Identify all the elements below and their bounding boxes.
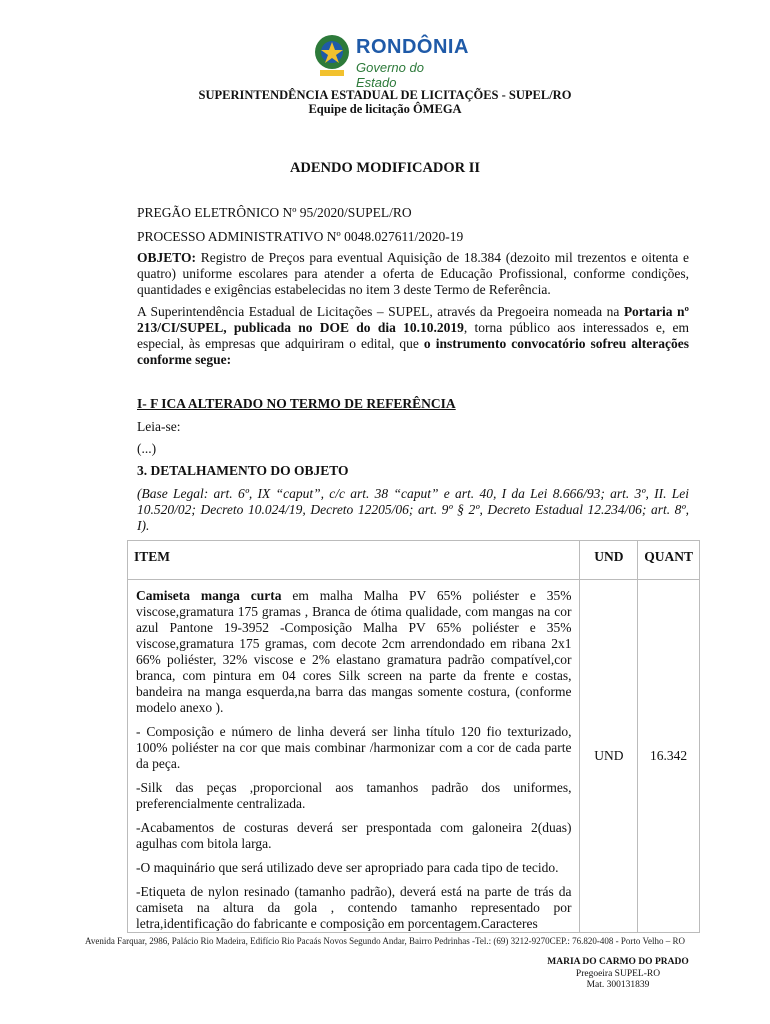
table-header-row	[128, 541, 700, 580]
object-paragraph	[137, 250, 689, 298]
object-text: Registro de Preços para eventual Aquisição de 18.384 (dezoito mil trezentos e oitenta e quatro) uniforme escolares para atender a oferta de Educação Profissional, conforme condições, quantidades e exigências estabelecidas no item 3 deste Termo de Referência.	[137, 250, 689, 297]
item-name: Camiseta manga curta	[136, 588, 282, 603]
unit-cell: UND	[580, 580, 638, 933]
intro-text-2: , torna público aos interessados e, em especial, às empresas que adquiriram o edital, que	[137, 320, 689, 351]
coat-of-arms-icon	[312, 30, 352, 80]
desc-text-1: em malha Malha PV 65% poliéster e 35% viscose,gramatura 175 gramas , Branca de ótima qualidade, com mangas na cor azul Pantone 19-3952 -Composição Malha PV 65% poliéster e 35% viscose,gramatura 175 gramas, com decote 2cm arrendondado em ribana 2x1 66% poliéster, 32% viscose e 2% elastano gramatura padrão compatível,cor branca, com pintura em 04 cores Silk screen na parte da frente e costas, bandeira na manga esquerda,na barra das mangas somente costura, (conforme modelo anexo ).	[136, 588, 572, 715]
item-description	[128, 580, 580, 933]
desc-paragraph-3: -Silk das peças ,proporcional aos tamanhos padrão dos uniformes, preferencialmente centralizada.	[136, 780, 572, 811]
document-title: ADENDO MODIFICADOR II	[289, 160, 481, 176]
leia-se-label: Leia-se:	[137, 419, 181, 434]
pregao-number: PREGÃO ELETRÔNICO Nº 95/2020/SUPEL/RO	[137, 205, 412, 220]
intro-text-1: A Superintendência Estadual de Licitações – SUPEL, através da Pregoeira nomeada na	[137, 304, 624, 319]
col-header-item: ITEM	[128, 541, 580, 580]
process-number: PROCESSO ADMINISTRATIVO Nº 0048.027611/2020-19	[137, 229, 464, 244]
legal-basis: (Base Legal: art. 6º, IX “caput”, c/c art. 38 “caput” e art. 40, I da Lei 8.666/93; art. 3º, II. Lei 10.520/02; Decreto 10.024/19, Decreto 12205/06; art. 9º § 2º, Decreto Estadual 12.234/06; art. 8º, I).	[137, 486, 689, 533]
alteration-notice: o instrumento convocatório sofreu alterações conforme segue:	[137, 336, 689, 367]
state-logo	[312, 30, 469, 90]
section-title: I- F ICA ALTERADO NO TERMO DE REFERÊNCIA	[137, 396, 456, 411]
portaria-ref: Portaria nº 213/CI/SUPEL, publicada no DOE do dia 10.10.2019	[137, 304, 689, 335]
signer-role: Pregoeira SUPEL-RO	[575, 969, 661, 979]
section-heading	[137, 396, 689, 412]
quantity-cell: 16.342	[638, 580, 700, 933]
item-table	[127, 540, 700, 933]
col-header-quant: QUANT	[638, 541, 700, 580]
signer-name: MARIA DO CARMO DO PRADO	[547, 957, 689, 967]
col-header-und: UND	[580, 541, 638, 580]
signer-registration: Mat. 300131839	[586, 980, 650, 990]
desc-paragraph-5: -O maquinário que será utilizado deve ser apropriado para cada tipo de tecido.	[136, 860, 559, 875]
intro-paragraph	[137, 304, 689, 368]
desc-paragraph-4: -Acabamentos de costuras deverá ser prespontada com galoneira 2(duas) agulhas com bitola larga.	[136, 820, 572, 851]
logo-subtitle: Governo do Estado	[356, 60, 424, 90]
desc-paragraph-2: - Composição e número de linha deverá ser linha título 120 fio texturizado, 100% poliéster na cor que mais combinar /harmonizar com a cor de cada parte da peça.	[136, 724, 572, 771]
item-heading: 3. DETALHAMENTO DO OBJETO	[137, 463, 349, 478]
desc-paragraph-6: -Etiqueta de nylon resinado (tamanho padrão), deverá está na parte de trás da camiseta na altura da gola , contendo tamanho representado por letra,identificação do fabricante e composição em porcentagem.Caracteres	[136, 884, 572, 931]
object-label: OBJETO:	[137, 250, 197, 265]
ellipsis: (...)	[137, 441, 157, 456]
table-row	[128, 580, 700, 933]
desc-paragraph-1	[136, 588, 571, 716]
logo-title: RONDÔNIA	[356, 36, 469, 58]
footer-address: Avenida Farquar, 2986, Palácio Rio Madeira, Edifício Rio Pacaás Novos Segundo Andar, Bairro Pedrinhas -Tel.: (69) 3212-9270CEP.: 76.820-408 - Porto Velho – RO	[85, 936, 685, 946]
agency-name: SUPERINTENDÊNCIA ESTADUAL DE LICITAÇÕES - SUPEL/RO	[198, 88, 572, 102]
team-name: Equipe de licitação ÔMEGA	[308, 102, 462, 116]
